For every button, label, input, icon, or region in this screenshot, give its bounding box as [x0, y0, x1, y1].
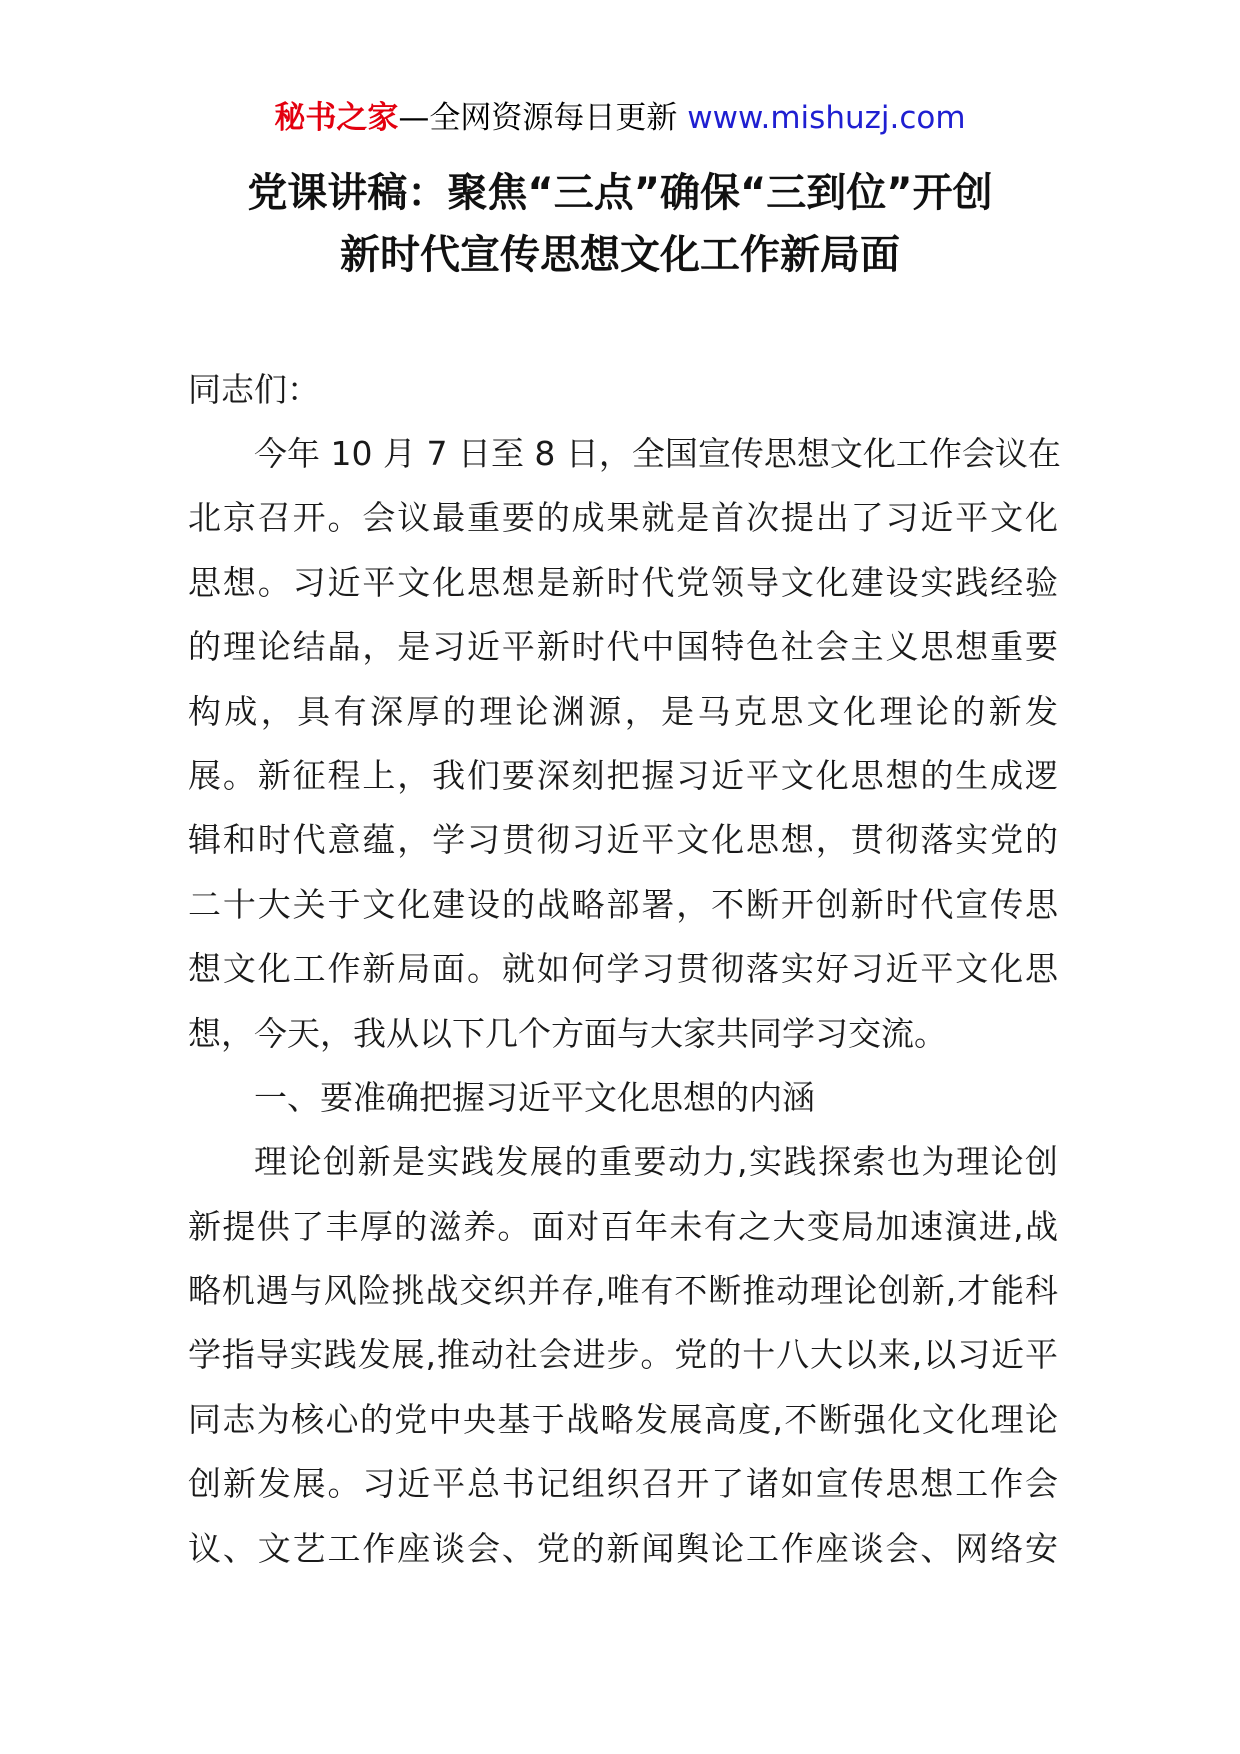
- document-body: [188, 422, 1061, 1581]
- paragraph-line: 北京召开。会议最重要的成果就是首次提出了习近平文化: [188, 498, 1058, 538]
- brand-name: 秘书之家: [274, 100, 399, 136]
- title-line-1: 党课讲稿：聚焦“三点”确保“三到位”开创: [247, 170, 993, 216]
- paragraph-line: 展。新征程上，我们要深刻把握习近平文化思想的生成逻: [188, 755, 1058, 795]
- paragraph-2: [188, 1130, 1058, 1581]
- paragraph-line: 略机遇与风险挑战交织并存,唯有不断推动理论创新,才能科: [188, 1271, 1058, 1311]
- paragraph-line: 新提供了丰厚的滋养。面对百年未有之大变局加速演进,战: [188, 1206, 1058, 1246]
- paragraph-line: 学指导实践发展,推动社会进步。党的十八大以来,以习近平: [188, 1335, 1058, 1375]
- paragraph-line: 议、文艺工作座谈会、党的新闻舆论工作座谈会、网络安: [188, 1528, 1058, 1568]
- title-line-2: 新时代宣传思想文化工作新局面: [340, 232, 900, 278]
- header-tagline: —全网资源每日更新: [398, 100, 678, 136]
- section-heading-1: 一、要准确把握习近平文化思想的内涵: [254, 1077, 815, 1117]
- paragraph-1: [188, 422, 1061, 1066]
- site-url-link[interactable]: www.mishuzj.com: [687, 100, 966, 136]
- paragraph-line: 同志为核心的党中央基于战略发展高度,不断强化文化理论: [188, 1399, 1058, 1439]
- paragraph-line: 构成，具有深厚的理论渊源，是马克思文化理论的新发: [188, 691, 1058, 731]
- paragraph-line: 理论创新是实践发展的重要动力,实践探索也为理论创: [254, 1142, 1058, 1182]
- paragraph-line: 思想。习近平文化思想是新时代党领导文化建设实践经验: [188, 562, 1058, 602]
- site-header: [0, 98, 1240, 138]
- paragraph-line: 创新发展。习近平总书记组织召开了诸如宣传思想工作会: [188, 1464, 1058, 1504]
- paragraph-line: 的理论结晶，是习近平新时代中国特色社会主义思想重要: [188, 627, 1058, 667]
- paragraph-line: 今年 10 月 7 日至 8 日，全国宣传思想文化工作会议在: [254, 434, 1061, 473]
- paragraph-line: 想，今天，我从以下几个方面与大家共同学习交流。: [188, 1013, 947, 1053]
- paragraph-line: 想文化工作新局面。就如何学习贯彻落实好习近平文化思: [188, 949, 1058, 989]
- document-title: [150, 162, 1090, 286]
- paragraph-line: 辑和时代意蕴，学习贯彻习近平文化思想，贯彻落实党的: [188, 820, 1058, 860]
- salutation: 同志们：: [188, 370, 320, 409]
- paragraph-line: 二十大关于文化建设的战略部署，不断开创新时代宣传思: [188, 884, 1058, 924]
